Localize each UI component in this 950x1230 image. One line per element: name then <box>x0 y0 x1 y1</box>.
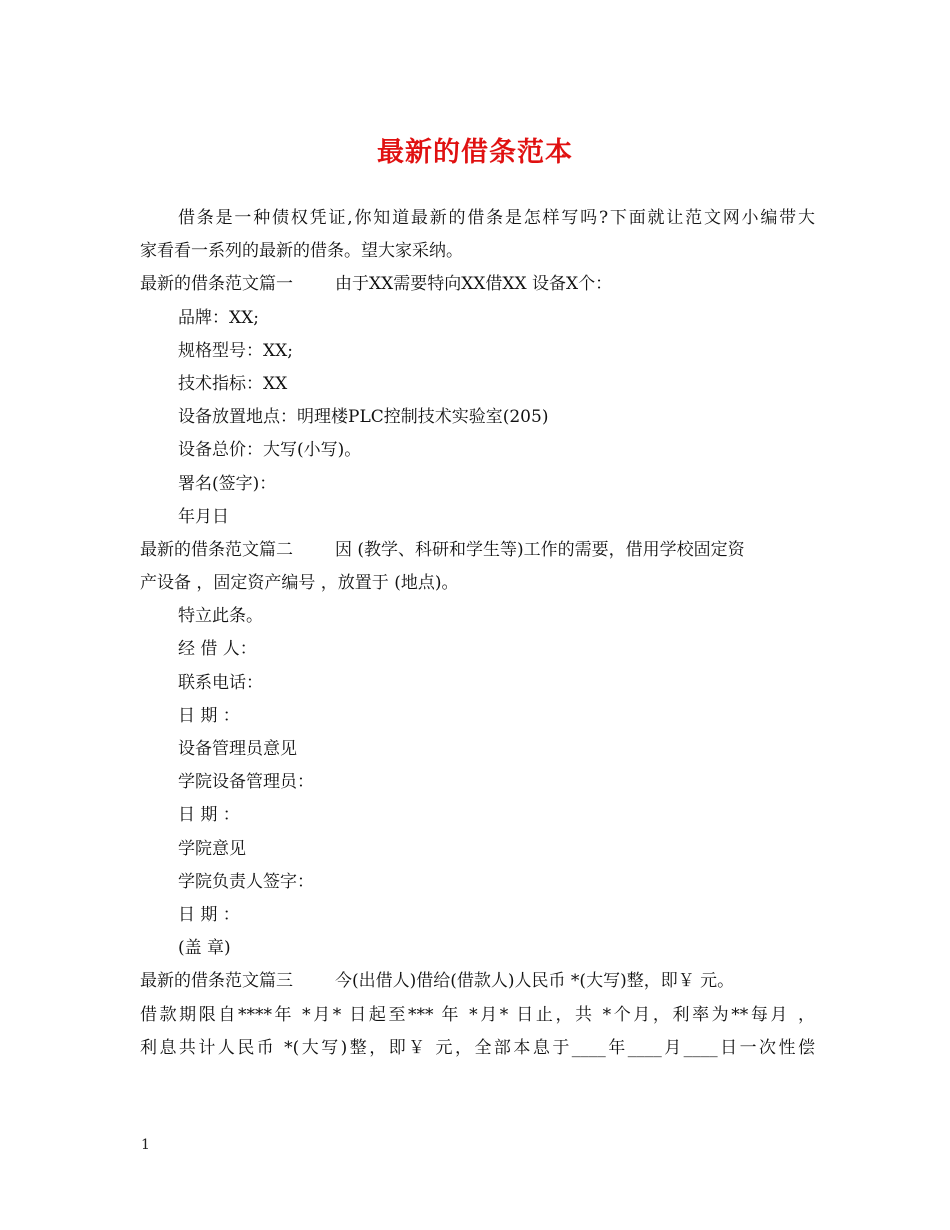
paragraph-line: 利息共计人民币 *(大写)整，即￥ 元，全部本息于____年____月____日一次性偿 <box>140 1037 815 1058</box>
paragraph-line: 联系电话： <box>178 672 263 693</box>
section-heading-3: 最新的借条范文篇三 <box>140 971 293 992</box>
paragraph-line: 学院意见 <box>178 838 246 859</box>
document-body <box>140 202 815 1065</box>
paragraph-line: 产设备 ，固定资产编号 ，放置于 (地点)。 <box>140 573 459 594</box>
paragraph-line: 年月日 <box>178 506 229 527</box>
paragraph-line: 规格型号：XX; <box>178 340 293 361</box>
paragraph-line: 日 期 ： <box>178 805 240 826</box>
section-line-3 <box>140 965 815 998</box>
section-heading-1: 最新的借条范文篇一 <box>140 274 293 295</box>
paragraph-line: 学院负责人签字： <box>178 871 314 892</box>
paragraph-line: 设备总价：大写(小写)。 <box>178 440 362 461</box>
section-heading-2: 最新的借条范文篇二 <box>140 539 293 560</box>
paragraph-line: 学院设备管理员： <box>178 772 314 793</box>
paragraph-line: 品牌：XX; <box>178 307 259 328</box>
paragraph-line: 技术指标：XX <box>178 373 288 394</box>
paragraph-line: 经 借 人： <box>178 639 257 660</box>
paragraph-text: 因 (教学、科研和学生等)工作的需要，借用学校固定资 <box>335 539 745 560</box>
paragraph-text: 今(出借人)借给(借款人)人民币 *(大写)整，即￥ 元。 <box>335 971 735 992</box>
paragraph-text: 由于XX需要特向XX借XX 设备X个： <box>335 274 613 295</box>
paragraph-line: 借款期限自****年 *月* 日起至*** 年 *月* 日止，共 *个月，利率为**每月 ， <box>140 1004 815 1025</box>
paragraph-line: 日 期 ： <box>178 705 240 726</box>
paragraph-line: 设备放置地点：明理楼PLC控制技术实验室(205) <box>178 407 549 428</box>
paragraph-line: 署名(签字)： <box>178 473 277 494</box>
page-number: 1 <box>141 1137 150 1153</box>
paragraph-line: 特立此条。 <box>178 606 263 627</box>
paragraph-line: 借条是一种债权凭证,你知道最新的借条是怎样写吗?下面就让范文网小编带大 <box>178 208 815 228</box>
section-line-2 <box>140 534 815 567</box>
paragraph-line: (盖 章) <box>178 938 231 959</box>
section-line-1 <box>140 268 815 301</box>
page-title: 最新的借条范本 <box>377 137 573 168</box>
paragraph-line: 家看看一系列的最新的借条。望大家采纳。 <box>140 241 463 262</box>
paragraph-line: 设备管理员意见 <box>178 739 297 759</box>
paragraph-line: 日 期 ： <box>178 904 240 925</box>
